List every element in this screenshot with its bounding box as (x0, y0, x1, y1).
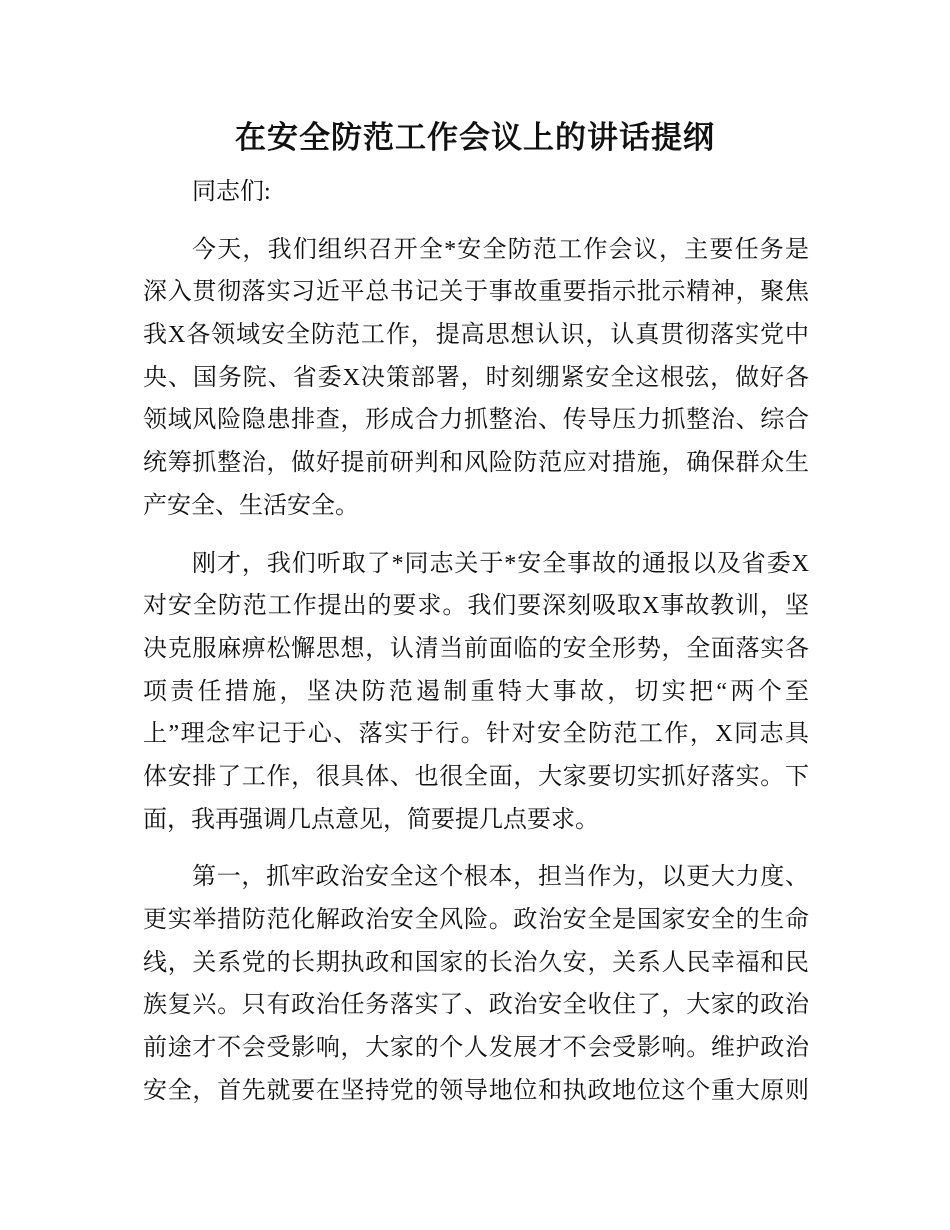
paragraph (143, 856, 809, 1112)
paragraph (143, 229, 809, 528)
text-line: 项责任措施，坚决防范遏制重特大事故，切实把“两个至 (143, 678, 809, 705)
text-line: 领域风险隐患排查，形成合力抓整治、传导压力抓整治、综合 (143, 407, 809, 434)
salutation-paragraph (143, 171, 809, 214)
text-line: 刚才，我们听取了*同志关于*安全事故的通报以及省委X (192, 550, 809, 577)
text-line: 前途才不会受影响，大家的个人发展才不会受影响。维护政治 (143, 1035, 809, 1062)
text-line: 统筹抓整治，做好提前研判和风险防范应对措施，确保群众生 (143, 450, 809, 477)
text-line: 更实举措防范化解政治安全风险。政治安全是国家安全的生命 (143, 907, 809, 933)
text-line: 体安排了工作，很具体、也很全面，大家要切实抓好落实。下 (143, 763, 809, 790)
paragraph (143, 543, 809, 842)
text-line: 今天，我们组织召开全*安全防范工作会议，主要任务是 (192, 236, 809, 263)
text-line: 第一，抓牢政治安全这个根本，担当作为，以更大力度、 (192, 864, 809, 891)
text-line: 深入贯彻落实习近平总书记关于事故重要指示批示精神，聚焦 (143, 279, 809, 306)
text-line: 族复兴。只有政治任务落实了、政治安全收住了，大家的政治 (143, 992, 809, 1019)
text-line: 面，我再强调几点意见，简要提几点要求。 (143, 806, 599, 833)
text-line: 决克服麻痹松懈思想，认清当前面临的安全形势，全面落实各 (143, 635, 809, 662)
text-line: 安全，首先就要在坚持党的领导地位和执政地位这个重大原则 (143, 1077, 809, 1104)
text-line: 上”理念牢记于心、落实于行。针对安全防范工作，X同志具 (143, 721, 809, 748)
text-line: 线，关系党的长期执政和国家的长治久安，关系人民幸福和民 (143, 949, 809, 976)
salutation: 同志们: (192, 179, 271, 205)
document-title: 在安全防范工作会议上的讲话提纲 (235, 120, 715, 156)
text-line: 央、国务院、省委X决策部署，时刻绷紧安全这根弦，做好各 (143, 364, 809, 391)
paragraphs (143, 229, 809, 1113)
text-line: 对安全防范工作提出的要求。我们要深刻吸取X事故教训，坚 (143, 593, 809, 620)
text-line: 产安全、生活安全。 (143, 492, 359, 519)
text-line: 我X各领域安全防范工作，提高思想认识，认真贯彻落实党中 (143, 322, 809, 349)
document-body (143, 171, 809, 1127)
